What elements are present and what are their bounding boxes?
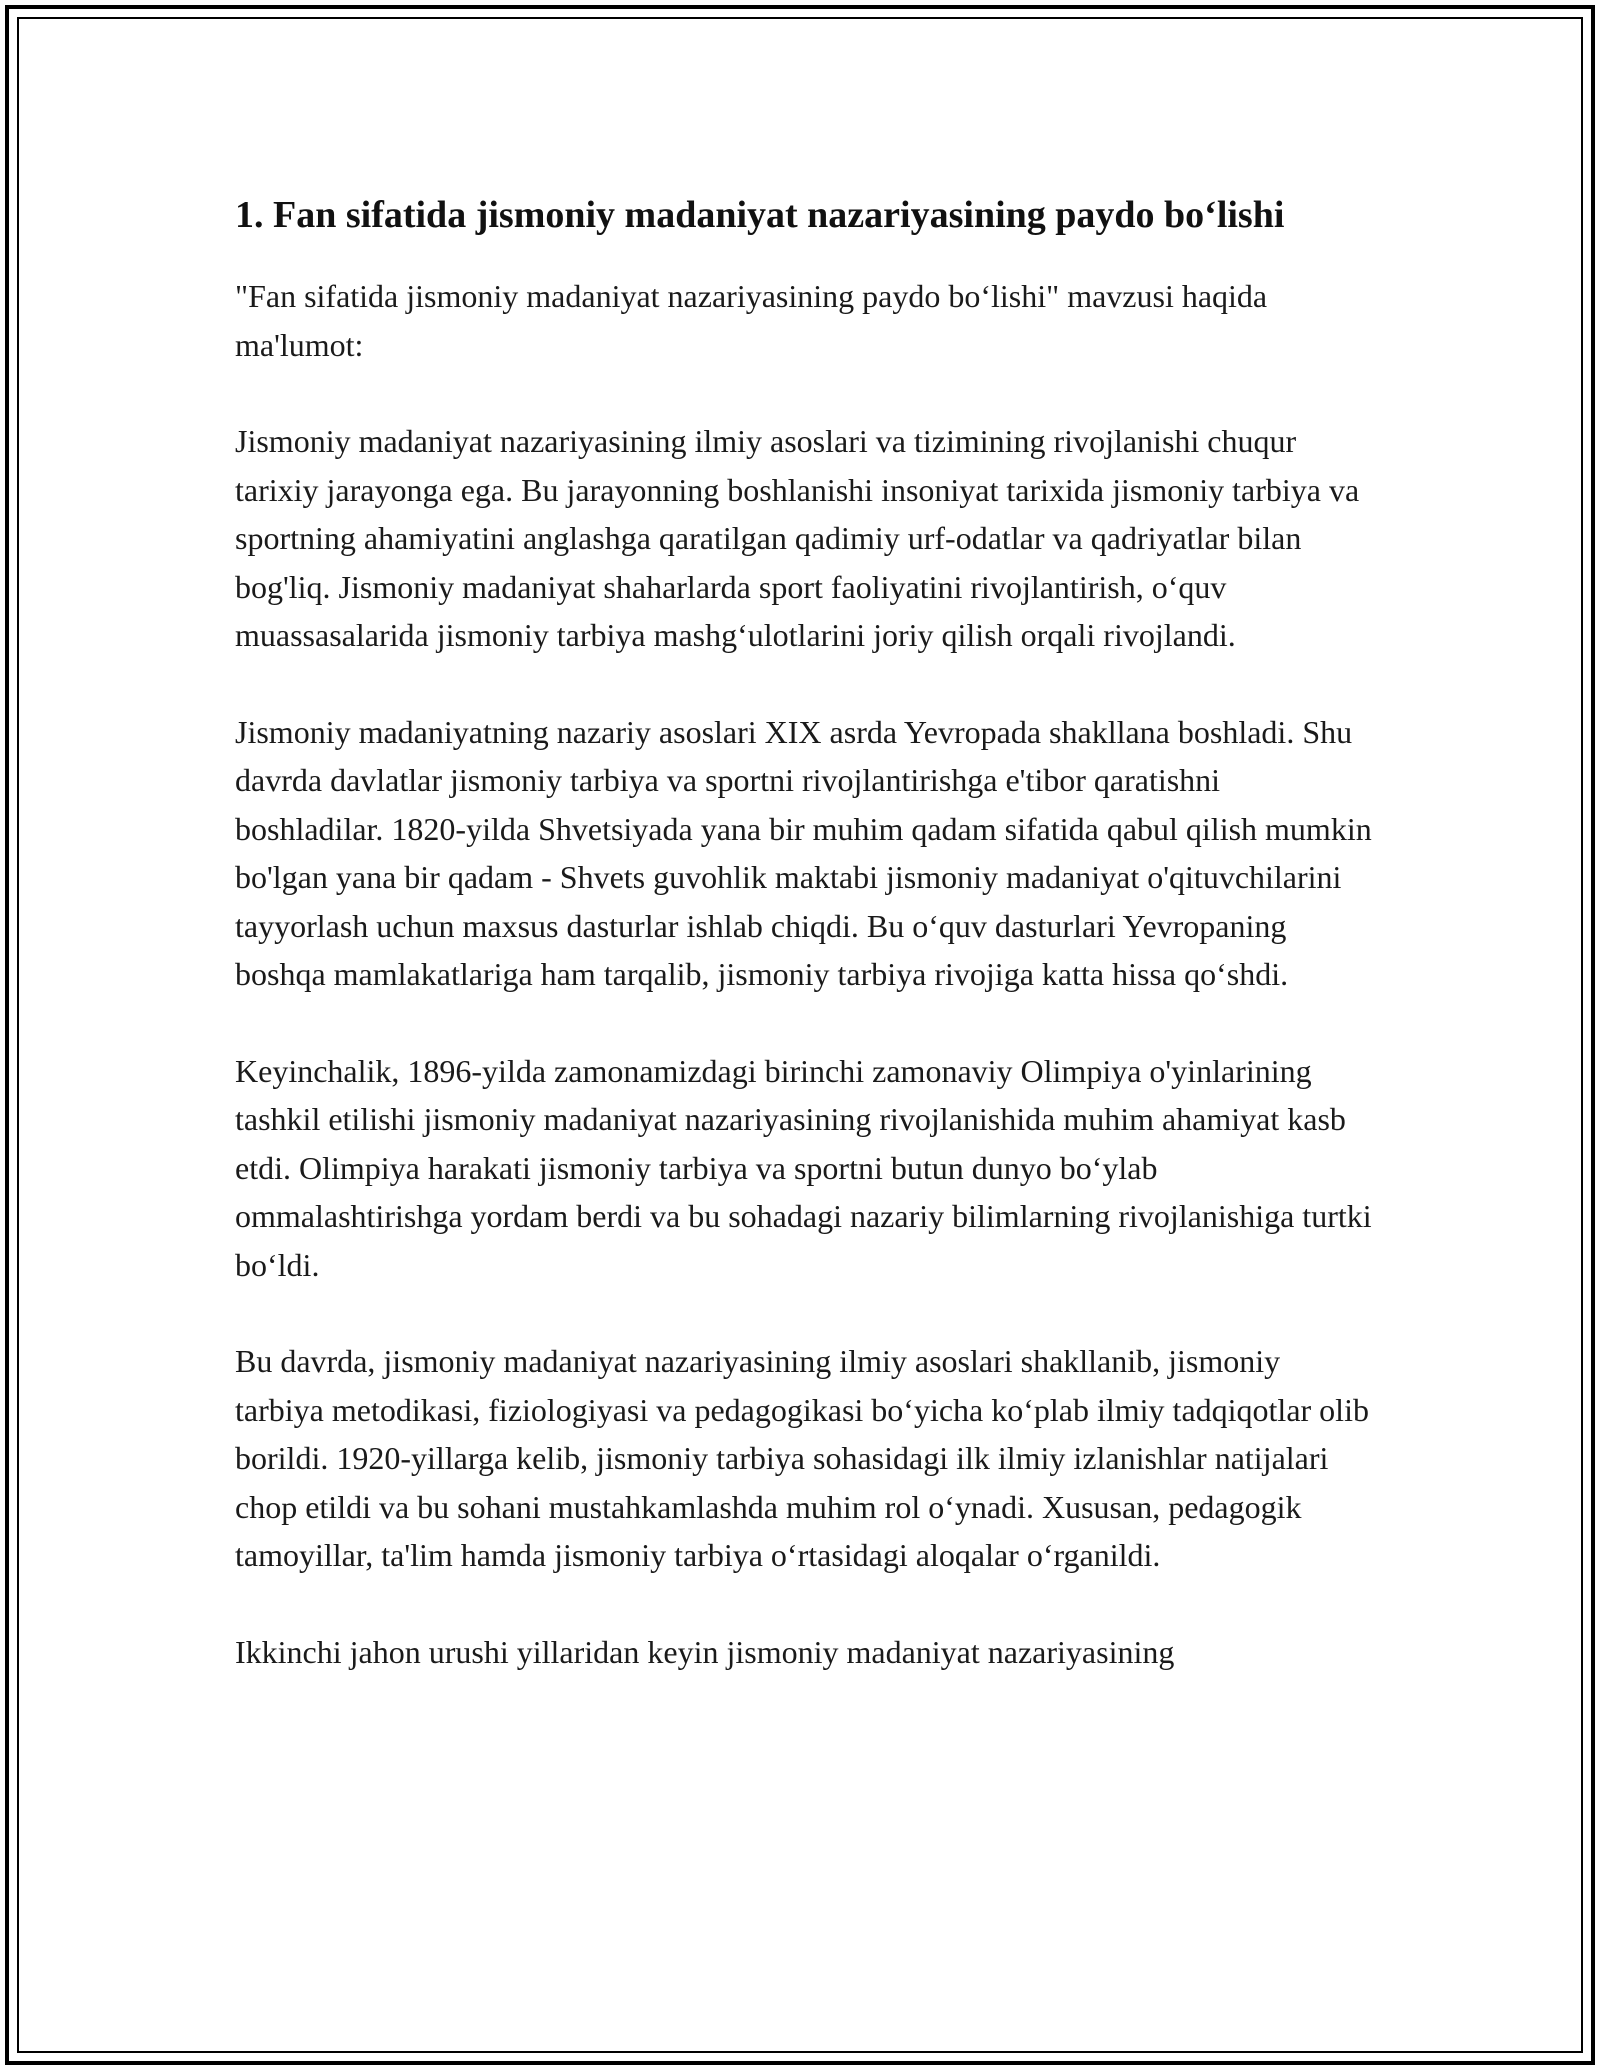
paragraph-post-war: Ikkinchi jahon urushi yillaridan keyin jismoniy madaniyat nazariyasining <box>235 1633 1175 1670</box>
document-body <box>235 188 1375 1724</box>
paragraph-scientific-research: Bu davrda, jismoniy madaniyat nazariyasining ilmiy asoslari shakllanib, jismoniy tarbiya metodikasi, fiziologiyasi va pedagogikasi bo‘yicha ko‘plab ilmiy tadqiqotlar olib borildi. 1920-yillarga kelib, jismoniy tarbiya sohasidagi ilk ilmiy izlanishlar natijalari chop etildi va bu sohani mustahkamlashda muhim rol o‘ynadi. Xususan, pedagogik tamoyillar, ta'lim hamda jismoniy tarbiya o‘rtasidagi aloqalar o‘rganildi. <box>235 1343 1369 1573</box>
paragraph-19th-century: Jismoniy madaniyatning nazariy asoslari XIX asrda Yevropada shakllana boshladi. Shu davrda davlatlar jismoniy tarbiya va sportni rivojlantirishga e'tibor qaratishni boshladilar. 1820-yilda Shvetsiyada yana bir muhim qadam sifatida qabul qilish mumkin bo'lgan yana bir qadam - Shvets guvohlik maktabi jismoniy madaniyat o'qituvchilarini tayyorlash uchun maxsus dasturlar ishlab chiqdi. Bu o‘quv dasturlari Yevropaning boshqa mamlakatlariga ham tarqalib, jismoniy tarbiya rivojiga katta hissa qo‘shdi. <box>235 713 1372 992</box>
paragraph-history-origins: Jismoniy madaniyat nazariyasining ilmiy asoslari va tizimining rivojlanishi chuqur tarixiy jarayonga ega. Bu jarayonning boshlanishi insoniyat tarixida jismoniy tarbiya va sportning ahamiyatini anglashga qaratilgan qadimiy urf-odatlar va qadriyatlar bilan bog'liq. Jismoniy madaniyat shaharlarda sport faoliyatini rivojlantirish, o‘quv muassasalarida jismoniy tarbiya mashg‘ulotlarini joriy qilish orqali rivojlandi. <box>235 423 1360 653</box>
document-title: 1. Fan sifatida jismoniy madaniyat nazariyasining paydo bo‘lishi <box>235 194 1285 236</box>
paragraph-olympics: Keyinchalik, 1896-yilda zamonamizdagi birinchi zamonaviy Olimpiya o'yinlarining tashkil etilishi jismoniy madaniyat nazariyasining rivojlanishida muhim ahamiyat kasb etdi. Olimpiya harakati jismoniy tarbiya va sportni butun dunyo bo‘ylab ommalashtirishga yordam berdi va bu sohadagi nazariy bilimlarning rivojlanishiga turtki bo‘ldi. <box>235 1052 1372 1283</box>
paragraph-intro: "Fan sifatida jismoniy madaniyat nazariyasining paydo bo‘lishi" mavzusi haqida ma'lumot: <box>235 278 1268 363</box>
